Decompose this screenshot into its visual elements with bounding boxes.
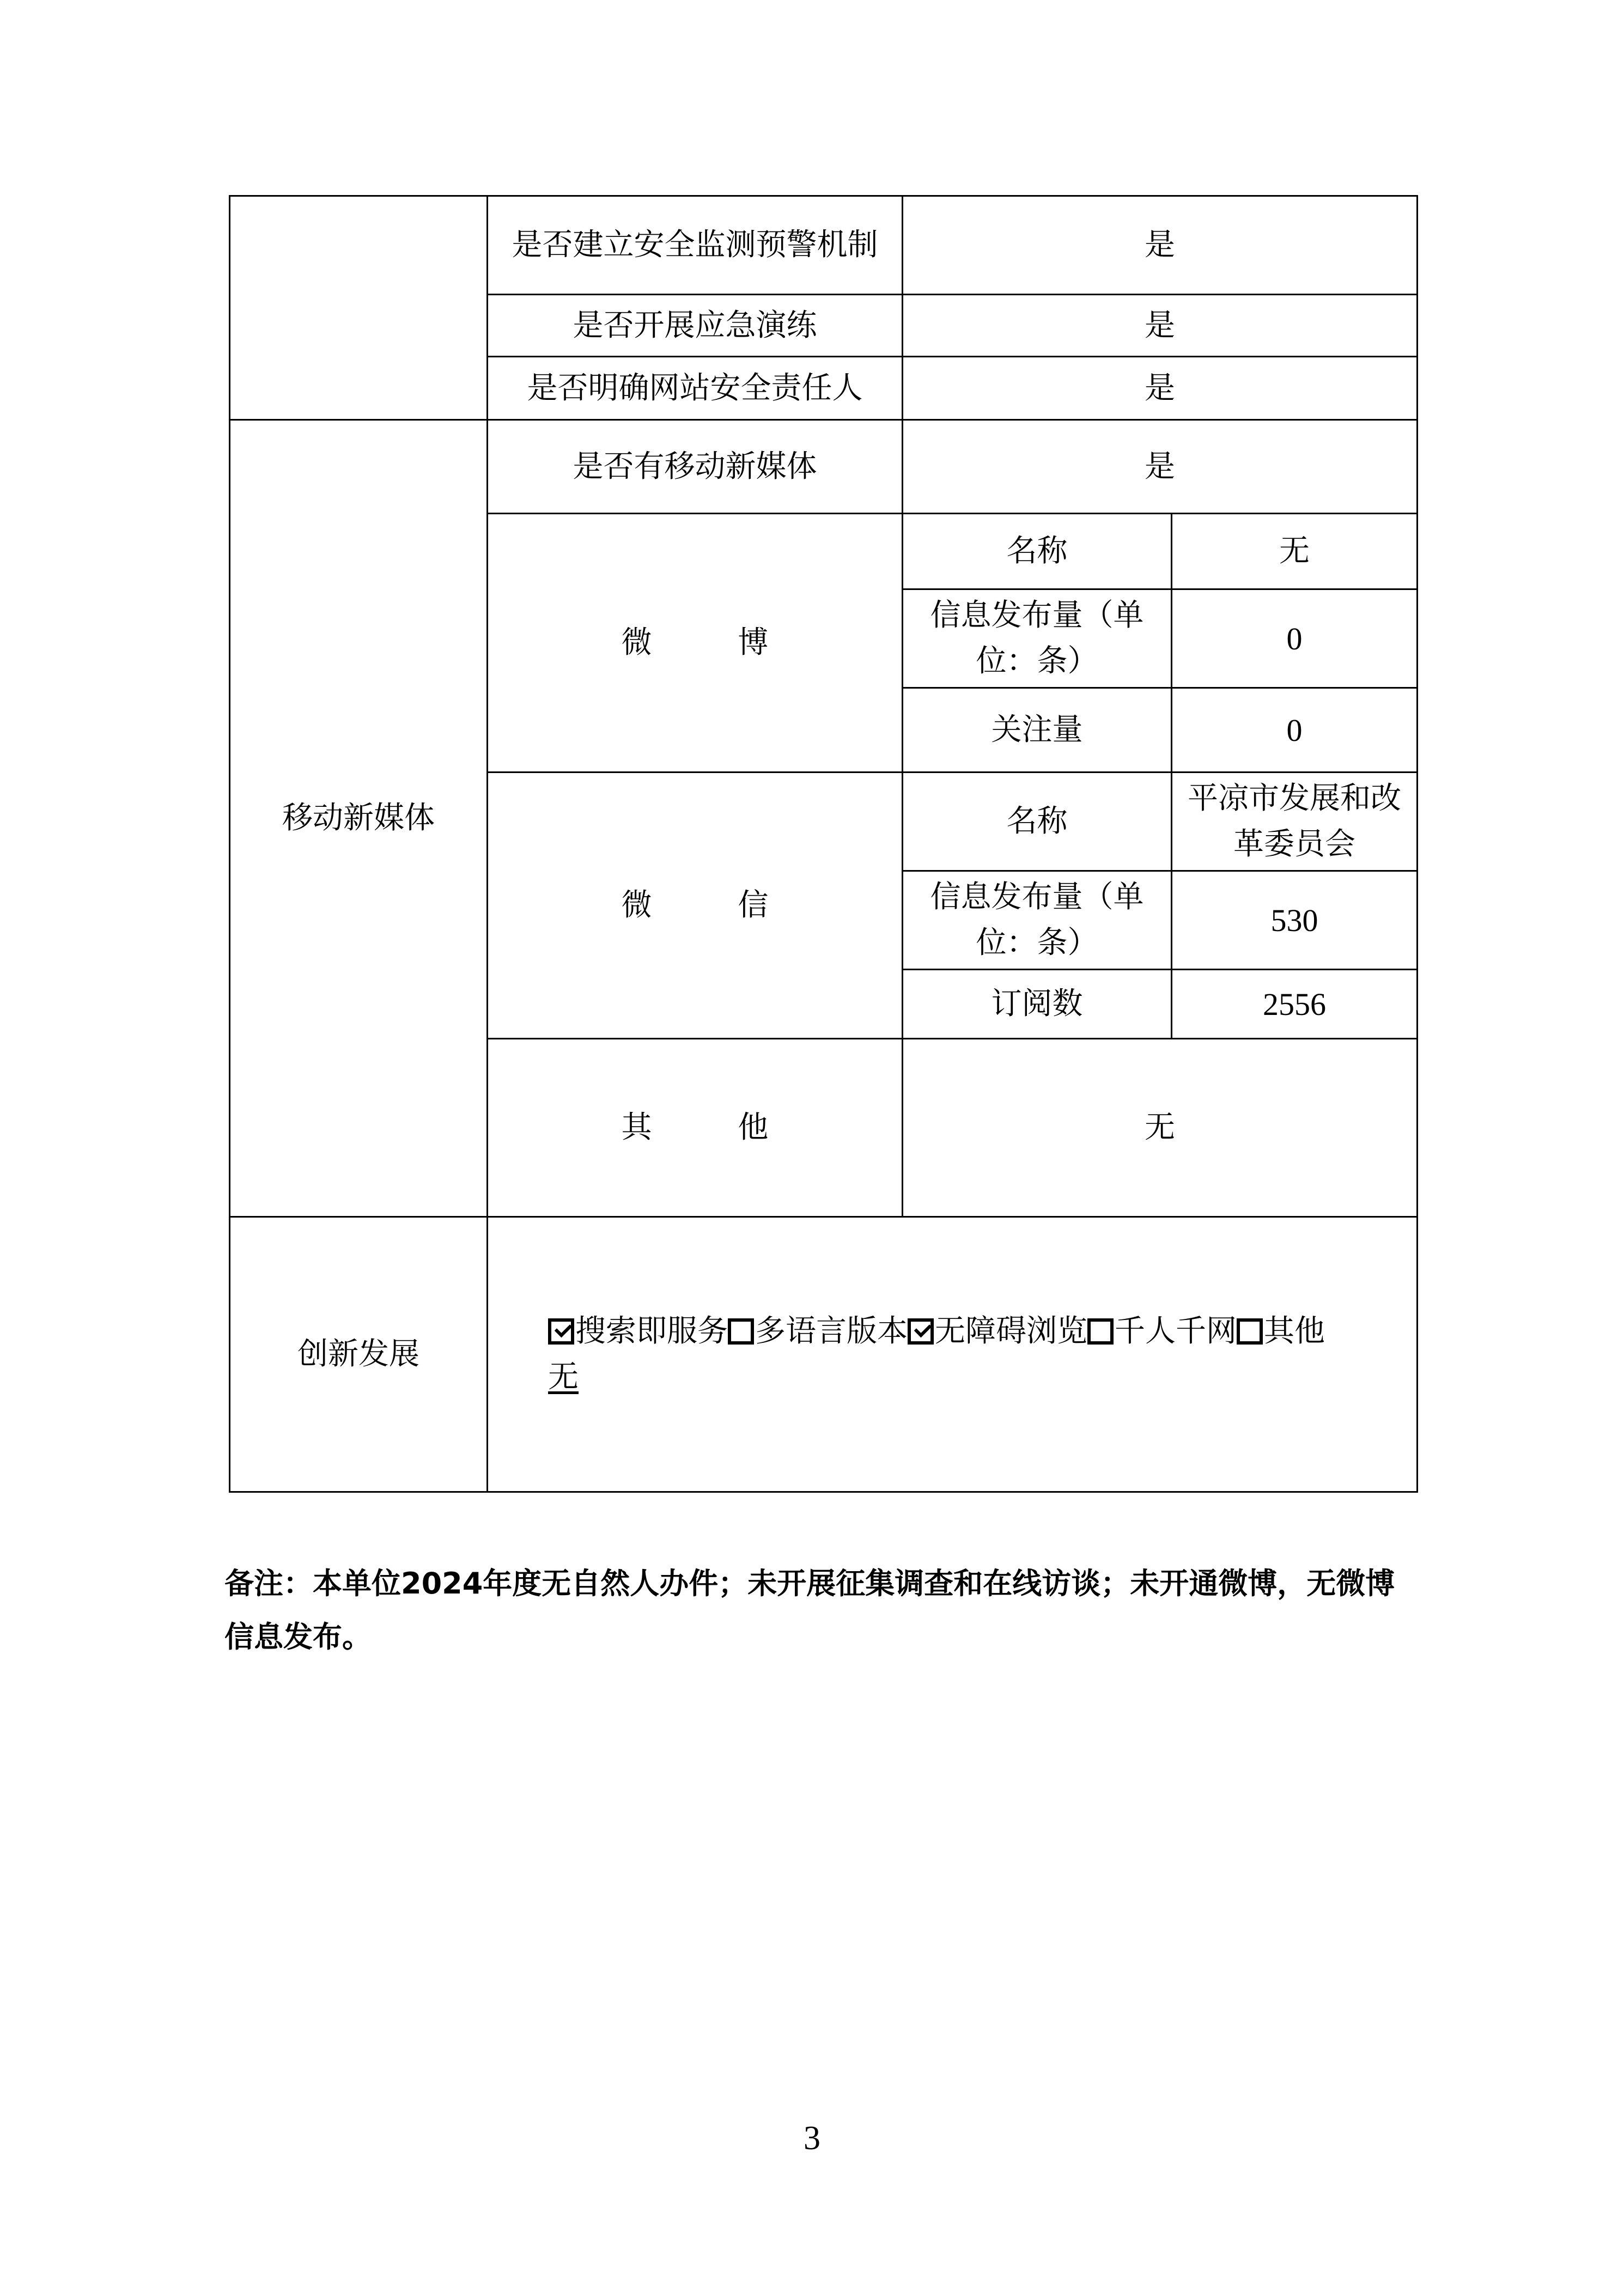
wechat-name-label: 名称 xyxy=(903,773,1172,871)
responsible-value: 是 xyxy=(903,357,1418,420)
option-label: 其他 xyxy=(1264,1313,1325,1349)
weibo-name-value: 无 xyxy=(1172,514,1418,589)
other-media-label: 其 他 xyxy=(488,1039,903,1217)
mobile-media-section-label: 移动新媒体 xyxy=(230,420,488,1217)
monitoring-value: 是 xyxy=(903,196,1418,295)
weibo-name-label: 名称 xyxy=(903,514,1172,589)
remarks-note: 备注：本单位2024年度无自然人办件；未开展征集调查和在线访谈；未开通微博，无微博信息发布。 xyxy=(224,1566,1395,1654)
checkbox-icon[interactable] xyxy=(728,1318,754,1345)
checkbox-icon[interactable] xyxy=(1237,1318,1263,1345)
checkbox-icon[interactable] xyxy=(1087,1318,1114,1345)
innovation-other-value: 无 xyxy=(548,1359,579,1395)
security-section-cell xyxy=(230,196,488,420)
option-search-service[interactable] xyxy=(548,1313,728,1349)
weibo-followers-value: 0 xyxy=(1172,688,1418,773)
checkbox-icon[interactable] xyxy=(908,1318,934,1345)
table-row xyxy=(230,1217,1418,1492)
option-other[interactable] xyxy=(1237,1313,1325,1349)
wechat-label: 微 信 xyxy=(488,773,903,1039)
weibo-followers-label: 关注量 xyxy=(903,688,1172,773)
wechat-posts-label: 信息发布量（单位：条） xyxy=(903,871,1172,970)
has-mobile-media-value: 是 xyxy=(903,420,1418,514)
weibo-posts-label: 信息发布量（单位：条） xyxy=(903,589,1172,688)
wechat-subscribers-label: 订阅数 xyxy=(903,970,1172,1039)
responsible-label: 是否明确网站安全责任人 xyxy=(488,357,903,420)
wechat-subscribers-value: 2556 xyxy=(1172,970,1418,1039)
innovation-label: 创新发展 xyxy=(230,1217,488,1492)
drill-value: 是 xyxy=(903,295,1418,357)
weibo-label: 微 博 xyxy=(488,514,903,773)
wechat-name-value: 平凉市发展和改革委员会 xyxy=(1172,773,1418,871)
table-row xyxy=(230,196,1418,295)
other-media-value: 无 xyxy=(903,1039,1418,1217)
weibo-posts-value: 0 xyxy=(1172,589,1418,688)
option-label: 多语言版本 xyxy=(755,1313,908,1349)
page-number: 3 xyxy=(804,2120,820,2157)
monitoring-label: 是否建立安全监测预警机制 xyxy=(488,196,903,295)
innovation-options xyxy=(548,1309,1416,1354)
innovation-options-cell xyxy=(488,1217,1418,1492)
option-label: 搜索即服务 xyxy=(575,1313,728,1349)
drill-label: 是否开展应急演练 xyxy=(488,295,903,357)
option-label: 千人千网 xyxy=(1115,1313,1237,1349)
checkbox-icon[interactable] xyxy=(548,1318,574,1345)
table-row xyxy=(230,420,1418,514)
option-accessibility[interactable] xyxy=(908,1313,1087,1349)
has-mobile-media-label: 是否有移动新媒体 xyxy=(488,420,903,514)
option-personalized[interactable] xyxy=(1087,1313,1237,1349)
wechat-posts-value: 530 xyxy=(1172,871,1418,970)
option-multilingual[interactable] xyxy=(728,1313,908,1349)
report-table xyxy=(229,195,1418,1493)
option-label: 无障碍浏览 xyxy=(935,1313,1087,1349)
